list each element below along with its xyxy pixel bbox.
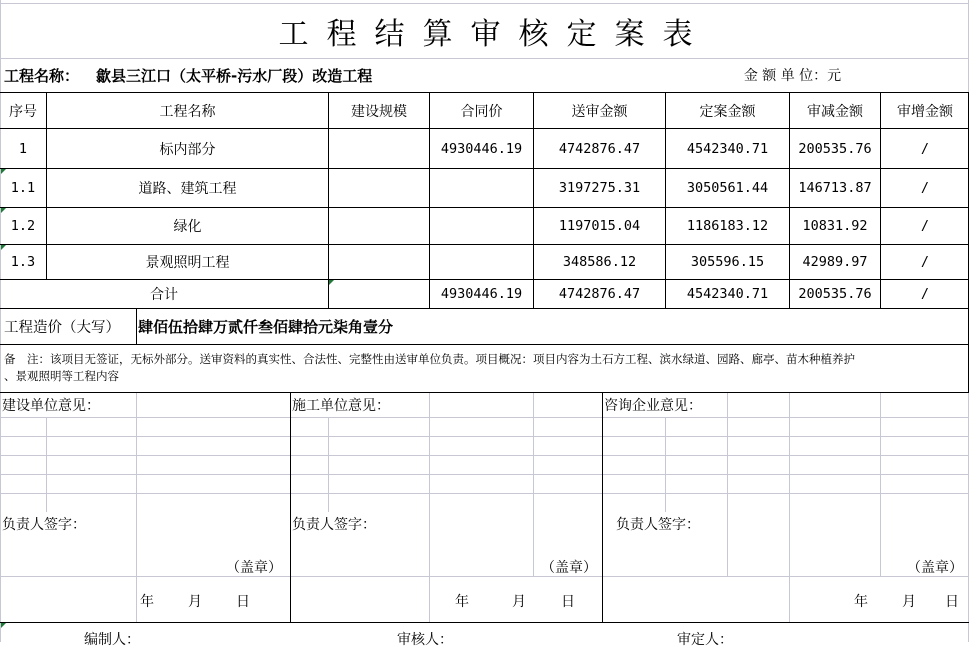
opinion-input-area[interactable] (604, 418, 967, 512)
row-seq[interactable]: 1.1 (10, 180, 36, 196)
total-submitted[interactable]: 4742876.47 (558, 286, 641, 302)
row-final[interactable]: 4542340.71 (686, 140, 769, 157)
row-name[interactable]: 道路、建筑工程 (138, 181, 237, 197)
total-label[interactable]: 合计 (150, 287, 178, 303)
section-border (290, 392, 291, 622)
date-year: 年 (140, 594, 154, 610)
sign-label: 负责人签字： (616, 517, 700, 533)
section-border (602, 392, 603, 622)
row-final[interactable]: 3050561.44 (686, 180, 769, 196)
gridline (0, 58, 969, 59)
approver-label: 审定人： (677, 632, 733, 648)
row-scale[interactable] (329, 169, 429, 207)
row-scale[interactable] (329, 208, 429, 244)
row-seq[interactable]: 1.2 (10, 218, 36, 234)
row-name[interactable]: 景观照明工程 (145, 255, 230, 271)
date-year: 年 (854, 594, 868, 610)
row-decrease[interactable]: 42989.97 (802, 254, 868, 270)
table-border (0, 344, 969, 345)
opinion-title: 咨询企业意见： (604, 398, 702, 414)
opinion-title: 施工单位意见： (292, 398, 390, 414)
header-seq: 序号 (9, 103, 37, 120)
header-contract-price: 合同价 (460, 103, 503, 120)
comment-indicator-icon (1, 623, 6, 628)
row-seq[interactable]: 1 (18, 140, 28, 157)
row-increase[interactable]: / (920, 254, 930, 270)
row-final[interactable]: 305596.15 (690, 254, 765, 270)
cost-capital-label: 工程造价（大写） (4, 320, 120, 336)
row-seq[interactable]: 1.3 (10, 254, 36, 270)
row-increase[interactable]: / (920, 218, 930, 234)
cost-capital-value[interactable]: 肆佰伍拾肆万贰仟叁佰肆拾元柒角壹分 (138, 318, 394, 336)
seal-label: （盖章） (541, 560, 597, 576)
row-submitted[interactable]: 348586.12 (562, 254, 637, 270)
top-gridline (0, 3, 969, 4)
amount-unit-label: 金 额 单 位：元 (743, 68, 842, 84)
seal-label: （盖章） (226, 560, 282, 576)
row-contract[interactable] (430, 245, 533, 279)
preparer-label: 编制人： (84, 632, 140, 648)
reviewer-label: 审核人： (397, 632, 453, 648)
sheet-title: 工程结算审核定案表 (278, 17, 711, 52)
seal-label: （盖章） (907, 560, 963, 576)
date-month: 月 (512, 594, 526, 610)
sign-label: 负责人签字： (292, 517, 376, 533)
header-decrease-amount: 审减金额 (807, 103, 863, 120)
remarks-line-2: 、景观照明等工程内容 (4, 369, 119, 383)
row-name[interactable]: 标内部分 (159, 141, 216, 158)
section-border (0, 622, 969, 623)
total-increase[interactable]: / (920, 286, 930, 302)
date-day: 日 (236, 594, 250, 610)
date-day: 日 (561, 594, 575, 610)
opinion-input-area[interactable] (1, 418, 289, 512)
date-month: 月 (188, 594, 202, 610)
row-name[interactable]: 绿化 (173, 219, 202, 235)
row-increase[interactable]: / (920, 180, 930, 196)
date-year: 年 (455, 594, 469, 610)
total-final[interactable]: 4542340.71 (686, 286, 769, 302)
header-increase-amount: 审增金额 (897, 103, 953, 120)
opinion-input-area[interactable] (292, 418, 601, 512)
header-final-amount: 定案金额 (699, 103, 756, 120)
opinion-title: 建设单位意见： (2, 398, 100, 414)
row-increase[interactable]: / (920, 140, 930, 157)
remarks-line-1: 备 注：该项目无签证，无标外部分。送审资料的真实性、合法性、完整性由送审单位负责。项目概况：项目内容为土石方工程、滨水绿道、园路、廊亭、苗木种植养护 (4, 352, 855, 366)
project-name-label: 工程名称： (4, 66, 80, 85)
total-scale[interactable] (329, 280, 429, 308)
total-contract[interactable]: 4930446.19 (440, 286, 523, 302)
date-month: 月 (902, 594, 916, 610)
row-scale[interactable] (329, 245, 429, 279)
row-decrease[interactable]: 10831.92 (802, 218, 868, 234)
gridline (0, 576, 969, 577)
table-border (0, 392, 969, 393)
row-scale[interactable] (329, 129, 429, 168)
row-decrease[interactable]: 200535.76 (798, 140, 872, 157)
row-contract[interactable]: 4930446.19 (440, 140, 523, 157)
project-name: 歙县三江口（太平桥-污水厂段）改造工程 (96, 66, 373, 85)
date-day: 日 (945, 594, 959, 610)
total-decrease[interactable]: 200535.76 (798, 286, 872, 302)
row-contract[interactable] (430, 169, 533, 207)
header-scale: 建设规模 (351, 103, 407, 120)
row-decrease[interactable]: 146713.87 (798, 180, 872, 196)
row-submitted[interactable]: 3197275.31 (558, 180, 641, 196)
header-submitted-amount: 送审金额 (571, 103, 628, 120)
sign-label: 负责人签字： (2, 517, 86, 533)
row-submitted[interactable]: 4742876.47 (558, 140, 641, 157)
row-final[interactable]: 1186183.12 (686, 218, 769, 234)
row-submitted[interactable]: 1197015.04 (558, 218, 641, 234)
header-project-name: 工程名称 (159, 103, 216, 120)
row-contract[interactable] (430, 208, 533, 244)
